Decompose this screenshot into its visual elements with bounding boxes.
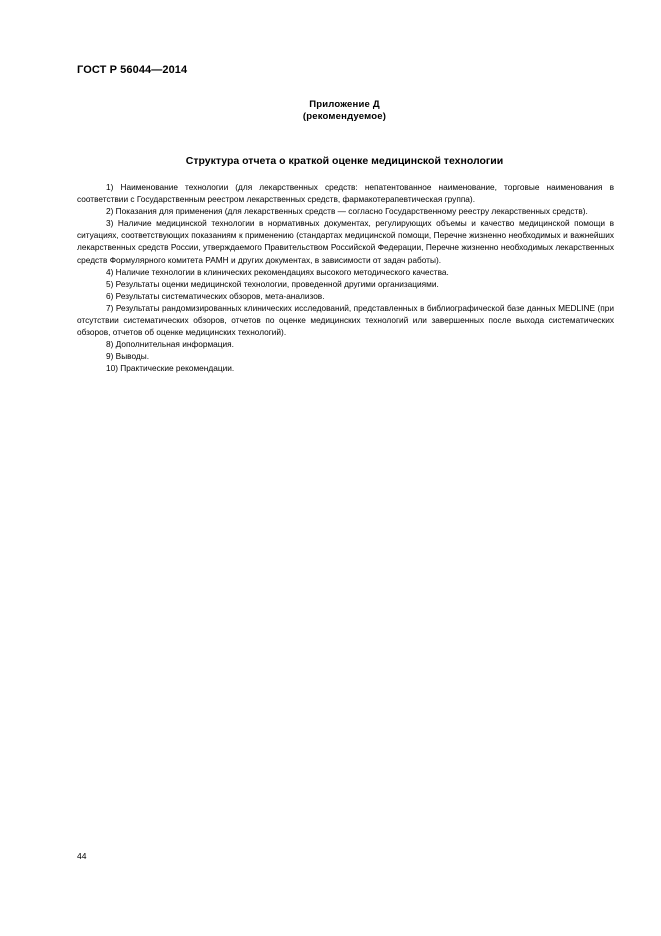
appendix-status: (рекомендуемое) bbox=[302, 111, 387, 122]
list-item-7: 7) Результаты рандомизированных клинических исследований, представленных в библиографической базе данных MEDLINE (при отсутствии систематических обзоров, отчетов по оценке медицинских технологий или завершенных после выхода систематических обзоров, отчетов об оценке медицинских технологий). bbox=[77, 302, 614, 338]
appendix-heading bbox=[0, 99, 661, 123]
list-item-4: 4) Наличие технологии в клинических рекомендациях высокого методического качества. bbox=[106, 266, 449, 277]
document-title: Структура отчета о краткой оценке медицинской технологии bbox=[185, 155, 504, 167]
list-item-6: 6) Результаты систематических обзоров, мета-анализов. bbox=[106, 290, 325, 301]
page-number: 44 bbox=[77, 851, 87, 861]
list-item-2: 2) Показания для применения (для лекарственных средств — согласно Государственному реестру лекарственных средств). bbox=[106, 206, 588, 217]
appendix-label: Приложение Д bbox=[309, 99, 380, 110]
standard-header: ГОСТ Р 56044—2014 bbox=[77, 64, 188, 76]
list-item-3: 3) Наличие медицинской технологии в нормативных документах, регулирующих объемы и качество медицинской помощи в ситуациях, соответствующих показаниям к применению (стандартах медицинской помощи, Перечне жизненно необходимых и важнейших лекарственных средств России, утверждаемого Правительством Российской Федерации, Перечне жизненно необходимых лекарственных средств Формулярного комитета РАМН и других документах, в зависимости от задач работы). bbox=[77, 218, 614, 265]
list-item-8: 8) Дополнительная информация. bbox=[106, 339, 234, 350]
list-item-5: 5) Результаты оценки медицинской технологии, проведенной другими организациями. bbox=[106, 278, 439, 289]
report-structure-list bbox=[77, 181, 614, 375]
list-item-10: 10) Практические рекомендации. bbox=[106, 363, 235, 374]
list-item-1: 1) Наименование технологии (для лекарственных средств: непатентованное наименование, торговые наименования в соответствии с Государственным реестром лекарственных средств, фармакотерапевтическая группа). bbox=[77, 182, 614, 205]
list-item-9: 9) Выводы. bbox=[106, 351, 150, 362]
